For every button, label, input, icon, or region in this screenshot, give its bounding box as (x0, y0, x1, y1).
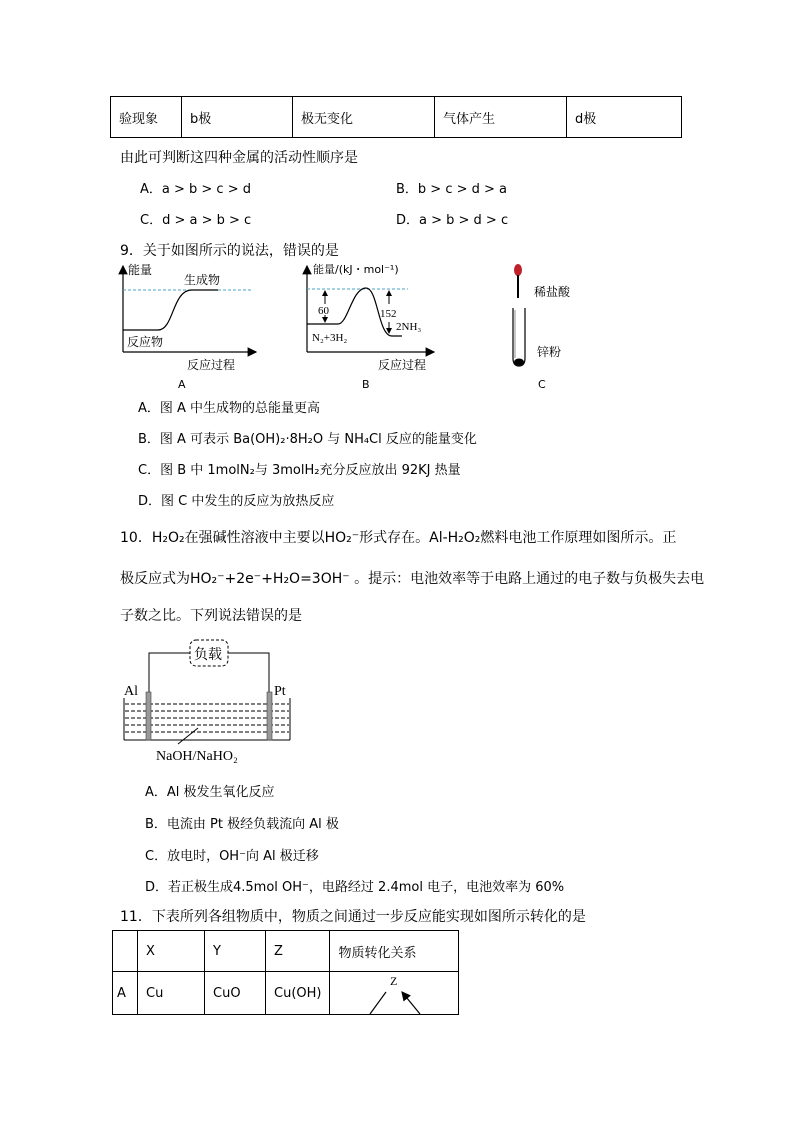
figure-caption: C (538, 378, 546, 391)
table-cell: Cu (138, 972, 205, 1015)
relation-cell (330, 972, 459, 1015)
table-header-cell (113, 931, 138, 972)
table-cell: b极 (182, 97, 293, 138)
x-label: 反应过程 (378, 358, 427, 372)
wire-left (149, 653, 190, 692)
q9-option-b: B．图 A 可表示 Ba(OH)₂·8H₂O 与 NH₄Cl 反应的能量变化 (138, 432, 477, 447)
table-header-cell: 物质转化关系 (330, 931, 459, 972)
relation-arrow-right (402, 992, 420, 1014)
q8-option-a: A．a > b > c > d (140, 182, 251, 197)
table-cell: 气体产生 (435, 97, 567, 138)
table-header-cell: Z (266, 931, 330, 972)
q9-option-d: D．图 C 中发生的反应为放热反应 (138, 494, 335, 509)
table-cell: 验现象 (111, 97, 182, 138)
wire-right (228, 653, 269, 692)
product-label: 2NH₃ (396, 321, 422, 333)
q10-stem-line1: 10．H₂O₂在强碱性溶液中主要以HO₂⁻形式存在。Al-H₂O₂燃料电池工作原理如图所示。正 (120, 530, 677, 546)
q8-option-d: D．a > b > d > c (396, 213, 509, 228)
q11-table (112, 930, 459, 1015)
q10-option-d: D．若正极生成4.5mol OH⁻，电路经过 2.4mol 电子，电池效率为 60% (145, 880, 565, 895)
relation-z-label: Z (390, 974, 398, 988)
reactant-label: N₂+3H₂ (312, 332, 348, 344)
relation-arrow-left (370, 992, 386, 1014)
experiment-table (110, 96, 682, 138)
energy-diagram-b (298, 260, 438, 392)
value-152: 152 (380, 308, 397, 320)
q8-option-b: B．b > c > d > a (396, 182, 508, 197)
product-label: 生成物 (184, 273, 221, 287)
table-header-cell: X (138, 931, 205, 972)
solution-pointer (178, 728, 198, 744)
load-label: 负载 (194, 647, 222, 663)
q10-option-c: C．放电时，OH⁻向 Al 极迁移 (145, 849, 319, 864)
q11-stem: 11．下表所列各组物质中，物质之间通过一步反应能实现如图所示转化的是 (120, 909, 586, 925)
value-60: 60 (318, 305, 329, 317)
relation-diagram (330, 972, 458, 1014)
fuel-cell-diagram (120, 636, 300, 766)
q10-option-b: B．电流由 Pt 极经负载流向 Al 极 (145, 817, 339, 832)
q9-option-a: A．图 A 中生成物的总能量更高 (138, 401, 321, 416)
q8-stem: 由此可判断这四种金属的活动性顺序是 (120, 150, 358, 166)
table-cell: A (113, 972, 138, 1015)
energy-diagram-a (112, 260, 262, 392)
y-label: 能量/(kJ・mol⁻¹) (313, 263, 399, 276)
q9-option-c: C．图 B 中 1molN₂与 3molH₂充分反应放出 92KJ 热量 (138, 463, 461, 478)
figure-caption: B (362, 378, 370, 391)
acid-label: 稀盐酸 (534, 285, 571, 299)
q10-stem-line2: 极反应式为HO₂⁻+2e⁻+H₂O=3OH⁻ 。提示：电池效率等于电路上通过的电子数与负极失去电 (120, 571, 705, 587)
table-cell: Cu(OH) (266, 972, 330, 1015)
solution-label: NaOH/NaHO₂ (156, 749, 238, 764)
table-header-cell: Y (205, 931, 266, 972)
q10-stem-line3: 子数之比。下列说法错误的是 (120, 608, 302, 624)
pt-electrode (267, 692, 272, 740)
energy-curve (123, 290, 218, 330)
reactant-label: 反应物 (127, 335, 164, 349)
x-label: 反应过程 (187, 358, 236, 372)
q9-stem: 9．关于如图所示的说法，错误的是 (120, 243, 339, 259)
q8-option-c: C．d > a > b > c (140, 213, 252, 228)
al-electrode (146, 692, 151, 740)
q10-option-a: A．Al 极发生氧化反应 (145, 785, 275, 800)
y-label: 能量 (128, 263, 153, 277)
table-cell: 极无变化 (293, 97, 435, 138)
table-cell: d极 (567, 97, 682, 138)
pt-label: Pt (274, 684, 286, 699)
figure-caption: A (178, 378, 186, 391)
dropper-bulb (514, 264, 522, 276)
table-cell: CuO (205, 972, 266, 1015)
al-label: Al (124, 684, 138, 699)
test-tube-diagram (500, 260, 590, 392)
zinc-label: 锌粉 (537, 345, 562, 359)
zinc-powder (514, 359, 524, 366)
